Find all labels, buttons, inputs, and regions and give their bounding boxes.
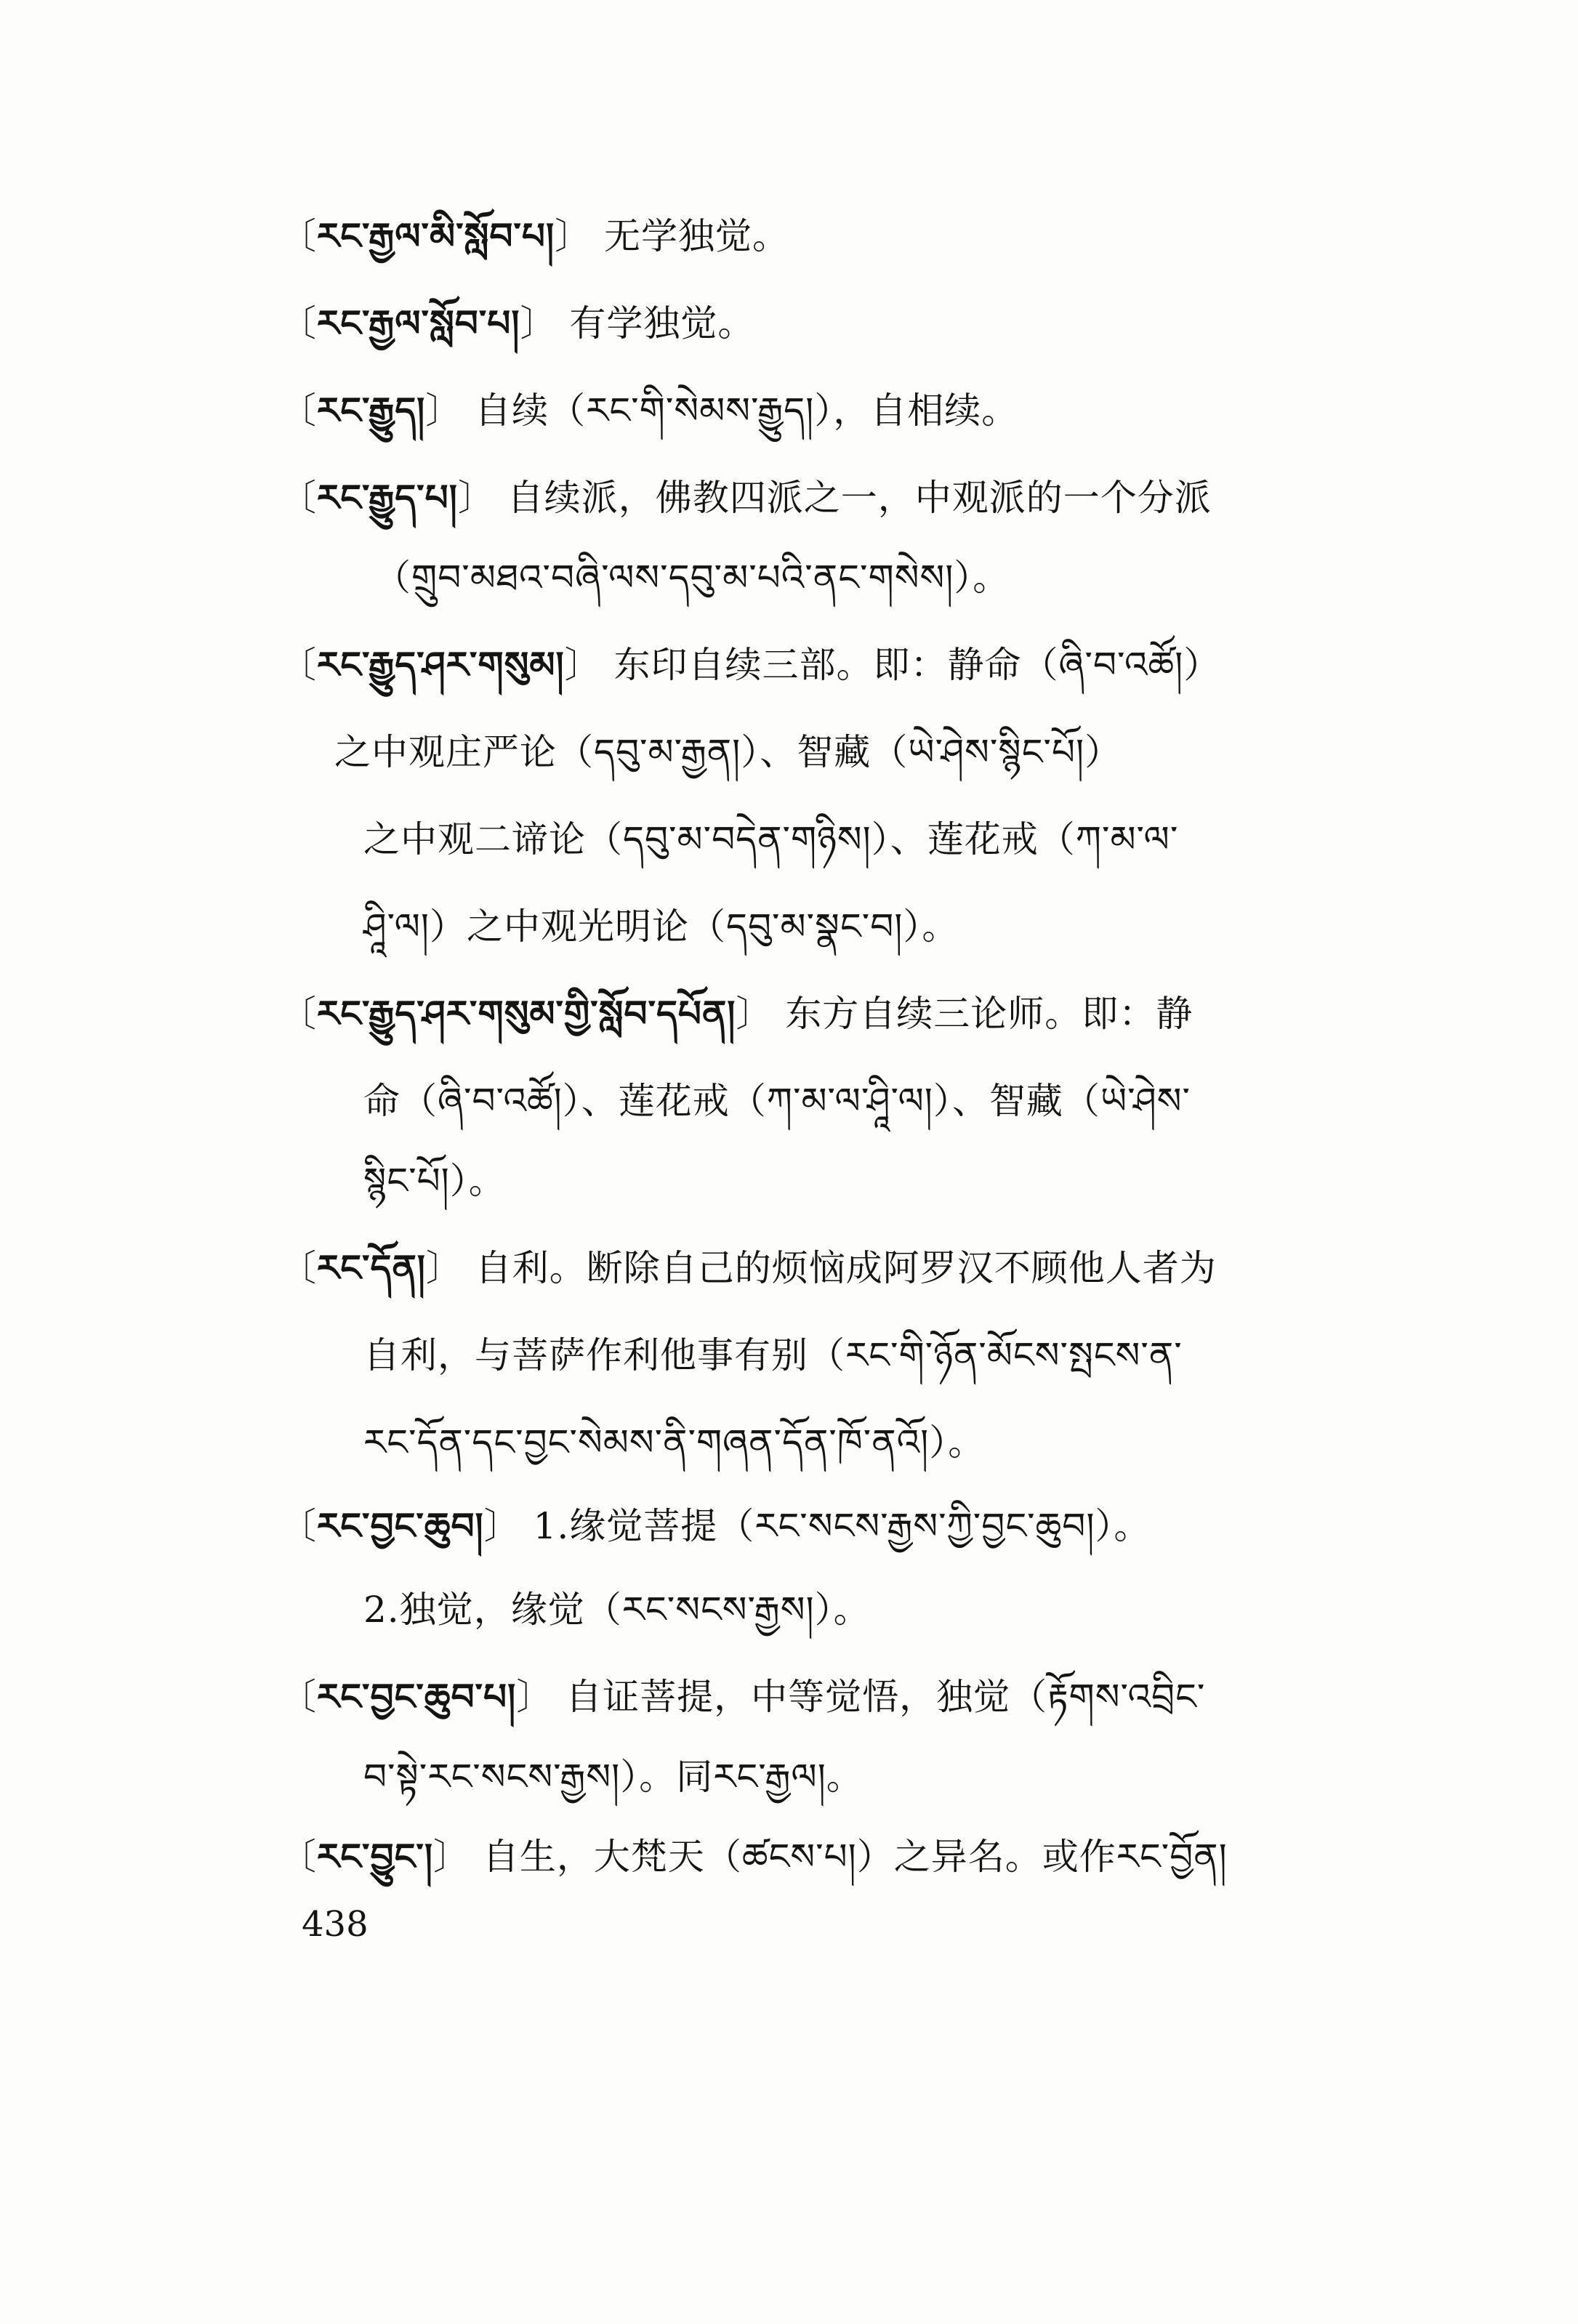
left-bracket: 〔 (280, 1836, 317, 1878)
entry-5-continuation: 命（ཞི་བ་འཚོ།）、莲花戒（ཀ་མ་ལ་ཤཱི་ལ།）、智藏（ཡེ་ཤེས་ (363, 1080, 1191, 1122)
entry-4-continuation: 之中观庄严论（དབུ་མ་རྒྱན།）、智藏（ཡེ་ཤེས་སྙིང་པོ།） (334, 731, 1122, 773)
left-bracket: 〔 (280, 1676, 317, 1718)
right-bracket: 〕 (736, 993, 773, 1035)
entry-2 (280, 385, 1018, 436)
entry-headword: རང་རྒྱལ་སློབ་པ། (317, 302, 520, 344)
right-bracket: 〕 (457, 477, 495, 519)
entry-definition: 东方自续三论师。即：静 (785, 993, 1193, 1035)
entry-6-continuation: རང་དོན་དང་བྱང་སེམས་ནི་གཞན་དོན་ཁོ་ནའོ།）。 (363, 1421, 986, 1464)
left-bracket: 〔 (280, 993, 317, 1035)
right-bracket: 〕 (425, 390, 463, 432)
entry-3 (280, 472, 1212, 523)
entry-7-continuation: 2.独觉，缘觉（རང་སངས་རྒྱས།）。 (363, 1589, 871, 1631)
left-bracket: 〔 (280, 390, 317, 432)
right-bracket: 〕 (433, 1836, 470, 1878)
entry-definition: 自生，大梵天（ཚངས་པ།）之异名。或作རང་བྱོན། (482, 1836, 1228, 1878)
left-bracket: 〔 (280, 1505, 317, 1547)
entry-6 (280, 1243, 1217, 1294)
entry-definition: 1.缘觉菩提（རང་སངས་རྒྱས་ཀྱི་བྱང་ཆུབ།）。 (533, 1505, 1151, 1547)
entry-3-continuation: （གྲུབ་མཐའ་བཞི་ལས་དབུ་མ་པའི་ནང་གསེས།）。 (374, 557, 1010, 599)
entry-8 (280, 1671, 1205, 1722)
entry-definition: 东印自续三部。即：静命（ཞི་བ་འཚོ།） (613, 644, 1221, 686)
entry-headword: རང་དོན། (317, 1246, 426, 1289)
right-bracket: 〕 (555, 215, 592, 257)
entry-definition: 自续（རང་གི་སེམས་རྒྱུད།），自相续。 (475, 390, 1019, 432)
entry-5-continuation: སྙིང་པོ།）。 (363, 1160, 506, 1202)
entry-headword: རང་བྱང་ཆུབ། (317, 1504, 484, 1547)
right-bracket: 〕 (520, 302, 557, 344)
entry-4-continuation: ཤཱི་ལ།）之中观光明论（དབུ་མ་སྣང་བ།）。 (363, 905, 959, 948)
entry-headword: རང་རྒྱུད་པ། (317, 476, 458, 519)
entry-0 (280, 211, 789, 262)
right-bracket: 〕 (425, 1247, 463, 1289)
entry-1 (280, 298, 754, 349)
entry-7 (280, 1501, 1151, 1552)
entry-5 (280, 988, 1193, 1039)
entry-definition: 自证菩提，中等觉悟，独觉（རྟོགས་འབྲིང་ (565, 1676, 1206, 1718)
entry-headword: རང་རྒྱལ་མི་སློབ་པ། (317, 214, 555, 257)
entry-headword: རང་རྒྱུད་ཤར་གསུམ། (317, 643, 565, 686)
entry-8-continuation: བ་སྟེ་རང་སངས་རྒྱས།）。同རང་རྒྱལ།。 (363, 1756, 864, 1798)
page-number: 438 (302, 1904, 369, 1945)
entry-headword: རང་བྱུང་། (317, 1835, 433, 1878)
left-bracket: 〔 (280, 1247, 317, 1289)
entry-4-continuation: 之中观二谛论（དབུ་མ་བདེན་གཉིས།）、莲花戒（ཀ་མ་ལ་ (363, 818, 1179, 860)
left-bracket: 〔 (280, 477, 317, 519)
right-bracket: 〕 (483, 1505, 521, 1547)
left-bracket: 〔 (280, 215, 317, 257)
entry-9 (280, 1831, 1228, 1882)
entry-definition: 无学独觉。 (603, 215, 789, 257)
entry-4 (280, 639, 1220, 690)
entry-headword: རང་རྒྱུད། (317, 389, 426, 432)
right-bracket: 〕 (516, 1676, 554, 1718)
entry-definition: 有学独觉。 (569, 302, 755, 344)
entry-headword: རང་རྒྱུད་ཤར་གསུམ་གྱི་སློབ་དཔོན། (317, 992, 736, 1035)
entry-headword: རང་བྱང་ཆུབ་པ། (317, 1675, 517, 1718)
right-bracket: 〕 (564, 644, 602, 686)
left-bracket: 〔 (280, 644, 317, 686)
left-bracket: 〔 (280, 302, 317, 344)
entry-6-continuation: 自利，与菩萨作利他事有别（རང་གི་ཉོན་མོངས་སྤངས་ན་ (363, 1334, 1183, 1376)
entry-definition: 自续派，佛教四派之一，中观派的一个分派 (507, 477, 1212, 519)
entry-definition: 自利。断除自己的烦恼成阿罗汉不顾他人者为 (475, 1247, 1217, 1289)
